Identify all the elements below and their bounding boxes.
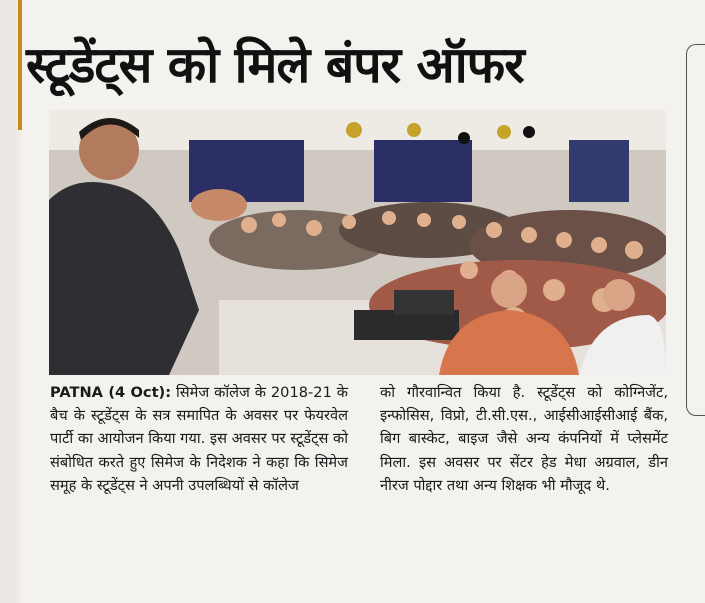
event-photo-illustration (49, 110, 666, 375)
article-text-col1: सिमेज कॉलेज के 2018-21 के बैच के स्टूडेंट्स के सत्र समापित के अवसर पर फेयरवेल पार्टी का आयोजन किया गया. इस अवसर पर स्टूडेंट्स को संबोधित करते हुए सिमेज के निदेशक ने कहा कि सिमेज समूह के स्टूडेंट्स ने अपनी उपलब्धियों से कॉलेज (50, 384, 348, 494)
article-column-1 (50, 381, 348, 497)
article-column-2: को गौरवान्वित किया है. स्टूडेंट्स को कोग्निजेंट, इन्फोसिस, विप्रो, टी.सी.एस., आईसीआईसीआई बैंक, बिग बास्केट, बाइज जैसे अन्य कंपनियों में प्लेसमेंट मिला. इस अवसर पर सेंटर हेड मेधा अग्रवाल, डीन नीरज पोद्दार तथा अन्य शिक्षक भी मौजूद थे. (380, 384, 668, 494)
page-left-margin (0, 0, 22, 603)
event-photo (49, 110, 666, 375)
article-body (50, 381, 670, 591)
headline: स्टूडेंट्स को मिले बंपर ऑफर (26, 36, 524, 94)
dateline: PATNA (4 Oct): (50, 384, 172, 401)
adjacent-column-border (686, 44, 705, 416)
